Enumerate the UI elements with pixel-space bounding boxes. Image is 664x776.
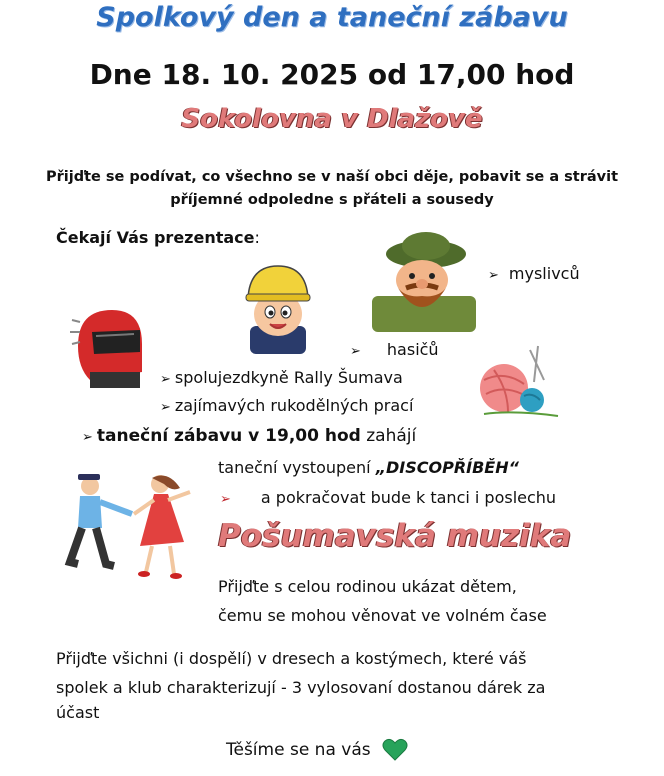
event-date: Dne 18. 10. 2025 od 17,00 hod [89, 58, 575, 91]
list-item-rally: ➢ spolujezdkyně Rally Šumava [160, 368, 403, 390]
event-venue: Sokolovna v Dlažově [181, 104, 483, 134]
dance-continue: ➢ a pokračovat bude k tanci i poslechu [220, 488, 556, 510]
hunter-illustration [368, 232, 478, 332]
arrow-bullet-icon: ➢ [160, 400, 171, 415]
family-line: čemu se mohou věnovat ve volném čase [218, 606, 547, 625]
family-text [218, 572, 547, 630]
presentations-heading: Čekají Vás prezentace: [56, 228, 260, 247]
costume-text [56, 644, 545, 724]
arrow-bullet-icon: ➢ [350, 344, 361, 359]
dance-performance: taneční vystoupení „DISCOPŘÍBĚH“ [218, 458, 519, 477]
family-line: Přijďte s celou rodinou ukázat dětem, [218, 577, 517, 596]
green-heart-icon [382, 738, 408, 762]
dancing-couple-illustration [56, 470, 206, 582]
costume-line: Přijďte všichni (i dospělí) v dresech a kostýmech, které váš [56, 649, 527, 668]
list-item-hunters: ➢ myslivců [488, 264, 580, 286]
closing-line [226, 738, 408, 762]
list-item-firefighters: ➢ hasičů [350, 340, 439, 362]
event-title: Spolkový den a taneční zábavu [96, 2, 568, 33]
firefighter-illustration [238, 262, 318, 354]
dance-announcement: ➢ taneční zábavu v 19,00 hod zahájí [82, 426, 417, 446]
costume-line: spolek a klub charakterizují - 3 vylosovaní dostanou dárek za [56, 678, 546, 697]
intro-text: Přijďte se podívat, co všechno se v naší obci děje, pobavit se a strávit příjemné odpoledne s přáteli a sousedy [45, 169, 618, 208]
yarn-illustration [474, 340, 564, 420]
list-item-crafts: ➢ zajímavých rukodělných prací [160, 396, 413, 418]
arrow-bullet-icon: ➢ [82, 430, 93, 445]
arrow-bullet-icon: ➢ [220, 492, 231, 507]
arrow-bullet-icon: ➢ [160, 372, 171, 387]
arrow-bullet-icon: ➢ [488, 268, 499, 283]
costume-line: účast [56, 703, 100, 722]
band-name: Pošumavská muzika [218, 518, 572, 554]
rally-helmet-illustration [70, 302, 154, 388]
closing-text: Těšíme se na vás [226, 740, 371, 760]
